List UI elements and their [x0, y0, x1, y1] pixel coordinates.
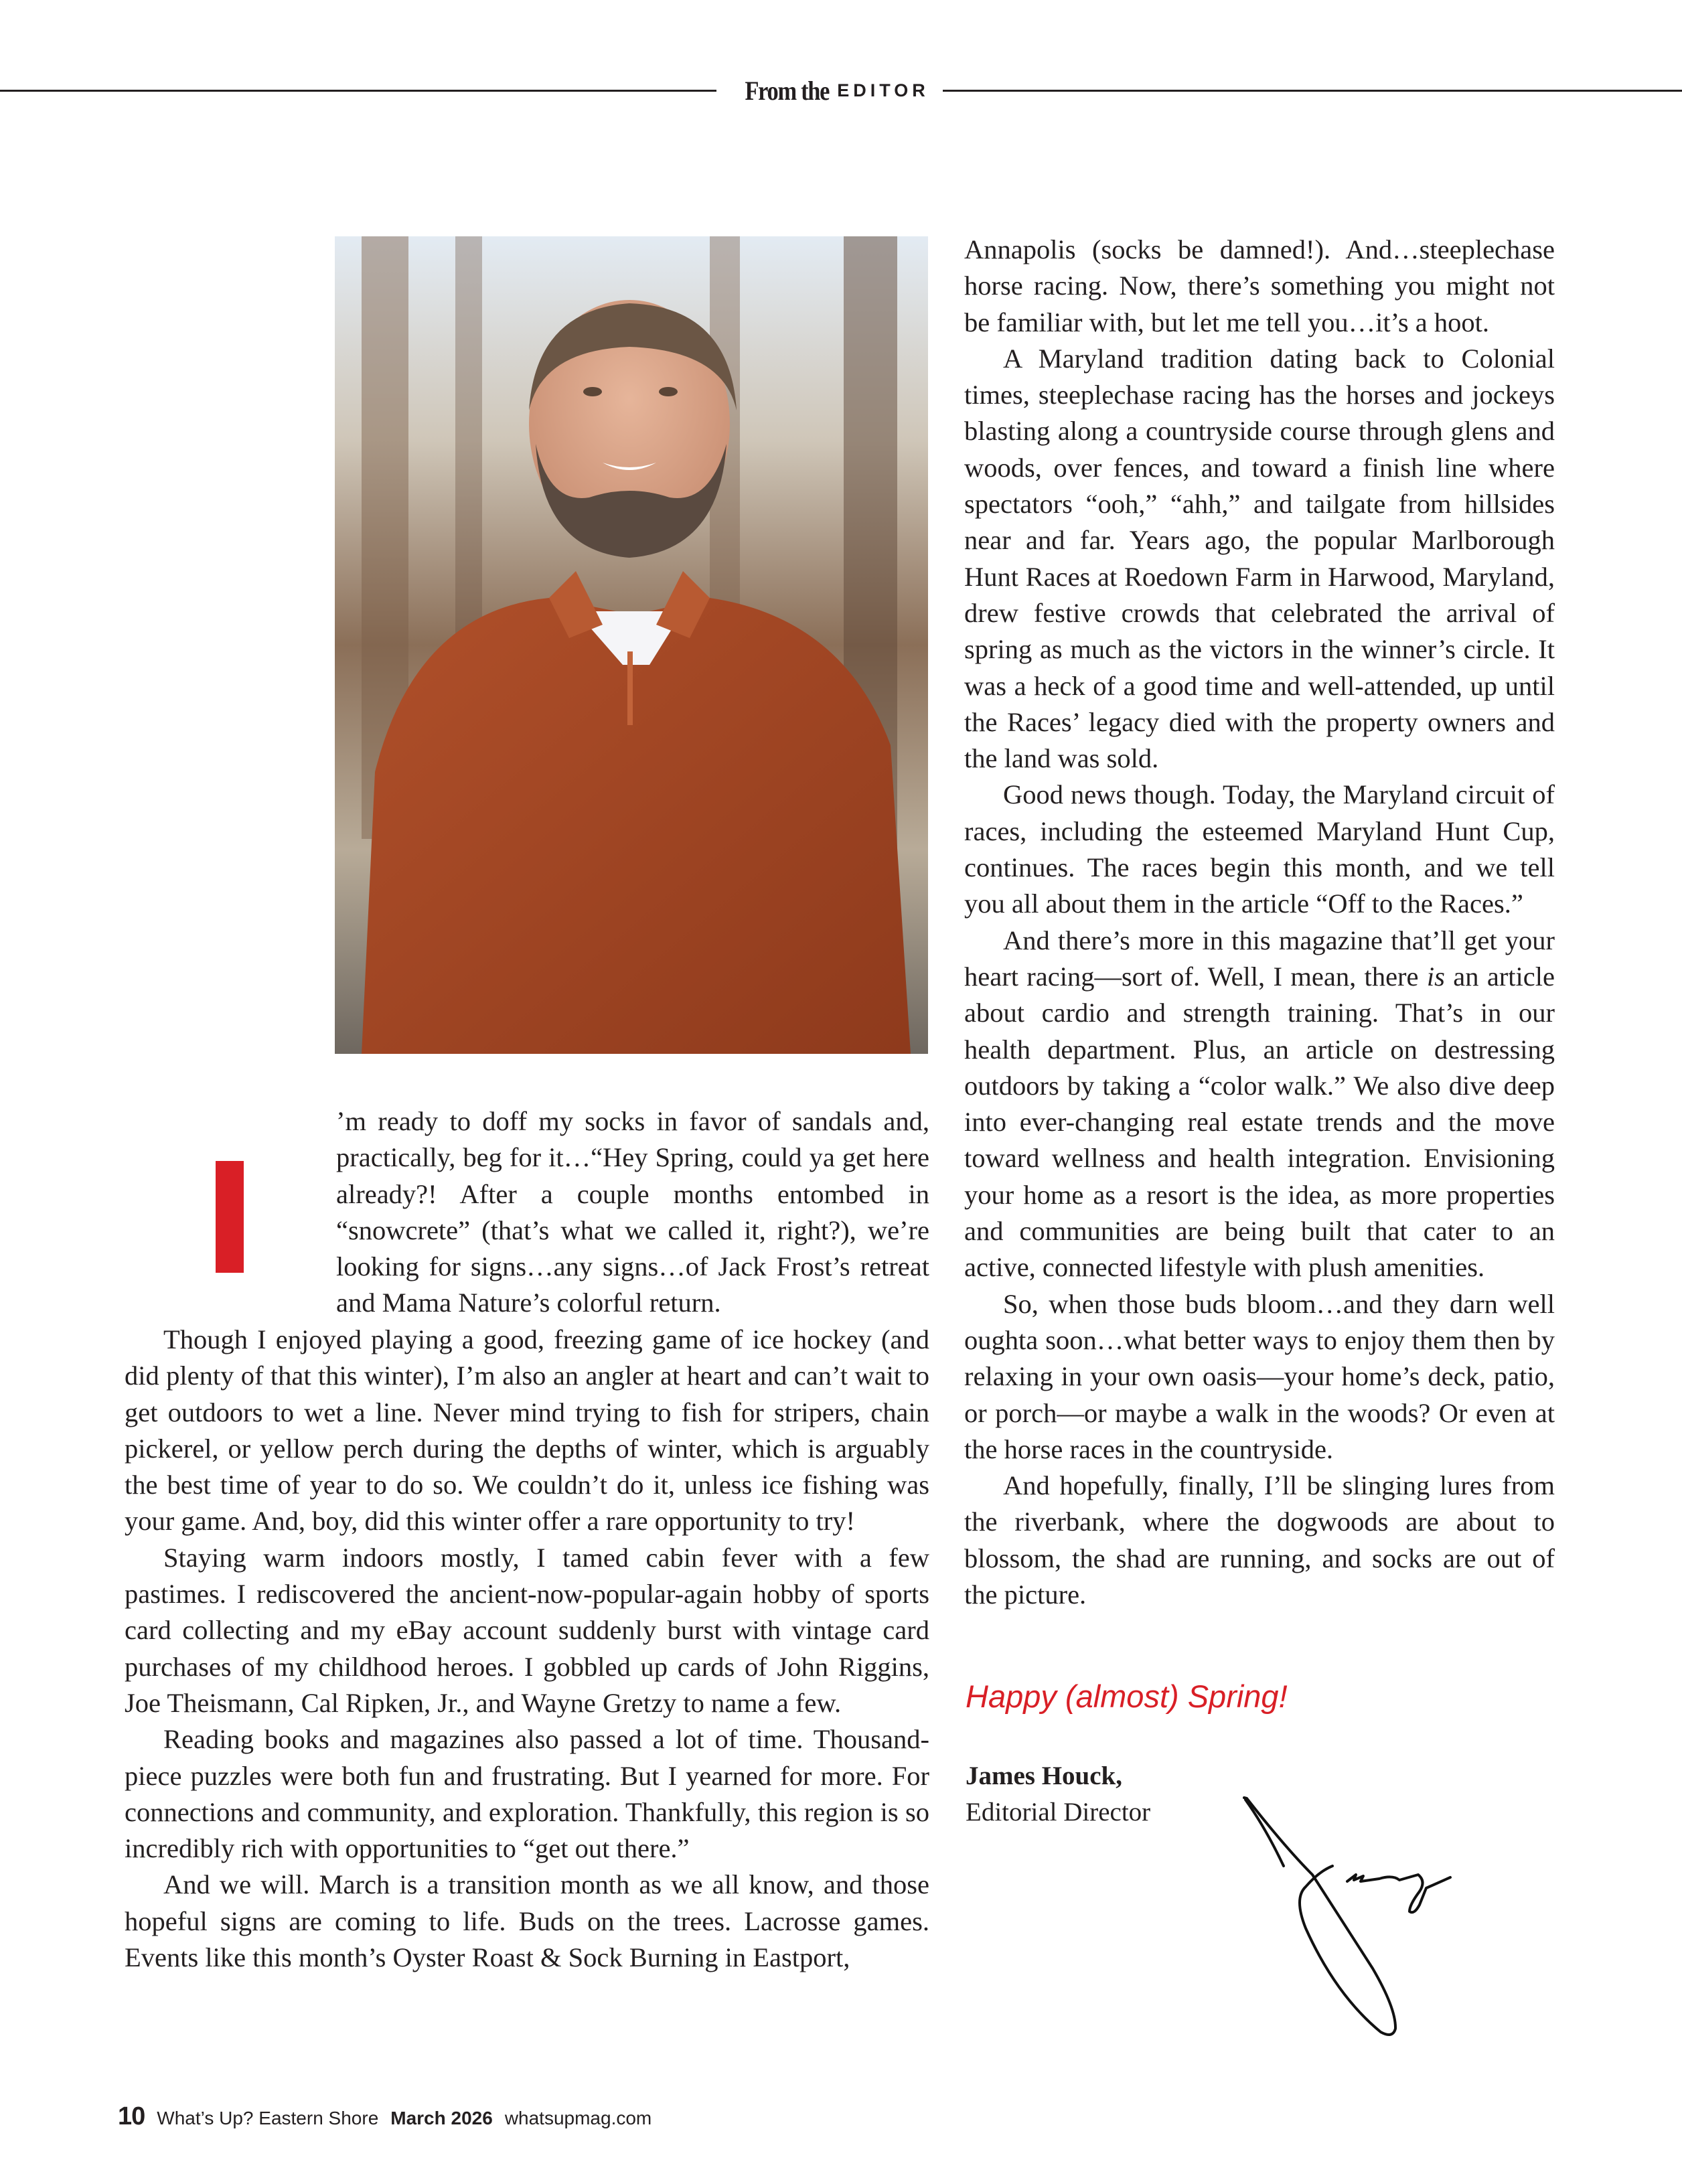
portrait-illustration: [335, 236, 928, 1054]
body-paragraph-health: [964, 923, 1555, 1286]
body-paragraph: And hopefully, finally, I’ll be slinging lures from the riverbank, where the dogwoods are about to blossom, the shad are running, and socks are out of the picture.: [964, 1470, 1555, 1610]
lead-paragraph-block: [336, 1103, 929, 1322]
editor-portrait-photo: [335, 236, 928, 1054]
page-footer: [118, 2102, 652, 2131]
header-rule-right: [943, 90, 1682, 92]
author-title: Editorial Director: [966, 1798, 1151, 1826]
emphasis-text: is: [1426, 961, 1445, 992]
signature-graphic: [1205, 1774, 1473, 2055]
page-number: 10: [118, 2102, 145, 2130]
author-name: James Houck,: [966, 1762, 1122, 1790]
section-header-from-the: From the: [745, 75, 830, 106]
issue-date: March 2026: [390, 2108, 493, 2128]
body-paragraph: Staying warm indoors mostly, I tamed cabin fever with a few pastimes. I rediscovered the ancient-now-popular-again hobby of sports card collecting and my eBay account suddenly burst with vintage card purchases of my childhood heroes. I gobbled up cards of John Riggins, Joe Theismann, Cal Ripken, Jr., and Wayne Gretzy to name a few.: [125, 1542, 929, 1718]
right-column: [964, 232, 1555, 1613]
body-paragraph: So, when those buds bloom…and they darn well oughta soon…what better ways to enjoy them then by relaxing in your own oasis—your home’s deck, patio, or porch—or maybe a walk in the woods? Or even at the horse races in the countryside.: [964, 1288, 1555, 1464]
body-paragraph: Reading books and magazines also passed a lot of time. Thousand-piece puzzles were both fun and frustrating. But I yearned for more. For connections and community, and exploration. Thankfully, this region is so incredibly rich with opportunities to “get out there.”: [125, 1724, 929, 1864]
website-link[interactable]: whatsupmag.com: [504, 2108, 652, 2128]
publication-name: What’s Up? Eastern Shore: [157, 2108, 379, 2128]
section-header: [730, 67, 931, 114]
left-column: [125, 1322, 929, 1976]
lead-paragraph: ’m ready to doff my socks in favor of sandals and, practically, beg for it…“Hey Spring, could ya get here already?! After a couple months entombed in “snowcrete” (that’s what we called it, right?), we’re looking for signs…any signs…of Jack Frost’s retreat and Mama Nature’s colorful return.: [336, 1106, 929, 1318]
body-paragraph: Good news though. Today, the Maryland circuit of races, including the esteemed Maryland Hunt Cup, continues. The races begin this month, and we tell you all about them in the article “Off to the Races.”: [964, 779, 1555, 919]
text-run: And there’s more in this magazine that’ll get your heart racing—sort of. Well, I mean, there: [964, 925, 1555, 992]
body-paragraph: Though I enjoyed playing a good, freezing game of ice hockey (and did plenty of that this winter), I’m also an angler at heart and can’t wait to get outdoors to wet a line. Never mind trying to fish for stripers, chain pickerel, or yellow perch during the depths of winter, which is arguably the best time of year to do so. We couldn’t do it, unless ice fishing was your game. And, boy, did this winter offer a rare opportunity to try!: [125, 1324, 929, 1537]
body-paragraph-continued: Annapolis (socks be damned!). And…steeplechase horse racing. Now, there’s something you might not be familiar with, but let me tell you…it’s a hoot.: [964, 234, 1555, 337]
drop-cap-letter: [216, 1161, 244, 1273]
body-paragraph: A Maryland tradition dating back to Colonial times, steeplechase racing has the horses and jockeys blasting along a countryside course through glens and woods, over fences, and toward a finish line where spectators “ooh,” “ahh,” and tailgate from hillsides near and far. Years ago, the popular Marlborough Hunt Races at Roedown Farm in Harwood, Maryland, drew festive crowds that celebrated the arrival of spring as much as the victors in the winner’s circle. It was a heck of a good time and well-attended, up until the Races’ legacy died with the property owners and the land was sold.: [964, 343, 1555, 774]
section-header-editor: EDITOR: [837, 80, 929, 100]
signoff-greeting: Happy (almost) Spring!: [966, 1679, 1288, 1714]
header-rule-left: [0, 90, 716, 92]
text-run: an article about cardio and strength training. That’s in our health department. Plus, an article on destressing outdoors by taking a “color walk.” We also dive deep into ever-changing real estate trends and the move toward wellness and health integration. Envisioning your home as a resort is the idea, as more properties and communities are being built that cater to an active, connected lifestyle with plush amenities.: [964, 961, 1555, 1283]
body-paragraph: And we will. March is a transition month as we all know, and those hopeful signs are coming to life. Buds on the trees. Lacrosse games. Events like this month’s Oyster Roast & Sock Burning in Eastport,: [125, 1869, 929, 1973]
